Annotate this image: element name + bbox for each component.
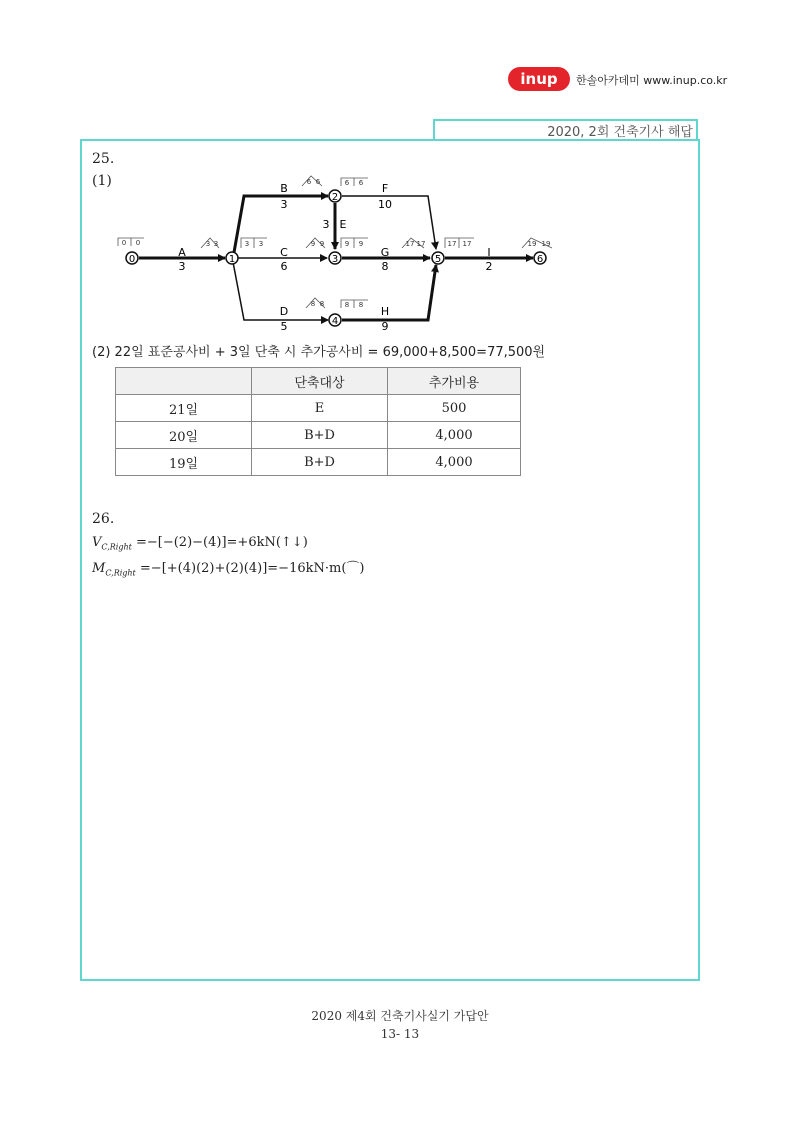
svg-text:5: 5 — [434, 254, 442, 265]
svg-text:8: 8 — [310, 300, 316, 308]
svg-text:6: 6 — [315, 178, 321, 186]
svg-text:8: 8 — [344, 301, 350, 309]
activity-e-name: E — [339, 218, 347, 231]
question-25-number: 25. — [92, 151, 115, 167]
brand-header — [508, 64, 728, 96]
svg-text:17: 17 — [462, 240, 472, 248]
page-number: 13- 13 — [380, 1027, 420, 1041]
activity-d-name: D — [279, 305, 289, 318]
shear-subscript: C,Right — [101, 542, 132, 552]
svg-text:1: 1 — [228, 254, 236, 265]
activity-e-duration: 3 — [322, 218, 330, 231]
table-cell: 19일 — [116, 449, 252, 476]
question-26-number: 26. — [92, 511, 115, 527]
svg-text:3: 3 — [244, 240, 250, 248]
section-title: 2020, 2회 건축기사 해답 — [547, 125, 693, 140]
svg-text:17: 17 — [447, 240, 457, 248]
activity-i-duration: 2 — [485, 260, 493, 273]
table-cell: 4,000 — [388, 449, 521, 476]
inup-logo: inup — [508, 67, 570, 91]
svg-text:6: 6 — [358, 179, 364, 187]
moment-formula — [92, 557, 364, 578]
activity-f-duration: 10 — [378, 198, 392, 211]
node-2 — [329, 190, 341, 203]
svg-text:17: 17 — [405, 240, 415, 248]
svg-text:8: 8 — [358, 301, 364, 309]
svg-text:6: 6 — [536, 254, 544, 265]
footer-title: 2020 제4회 건축기사실기 가답안 — [311, 1009, 489, 1023]
table-cell: B+D — [252, 422, 388, 449]
node-4 — [329, 314, 341, 327]
activity-g-name: G — [380, 246, 390, 259]
node-6 — [534, 252, 546, 265]
svg-text:2: 2 — [331, 192, 339, 203]
network-diagram — [112, 172, 562, 337]
table-cell: E — [252, 395, 388, 422]
svg-text:3: 3 — [213, 240, 219, 248]
svg-text:6: 6 — [344, 179, 350, 187]
activity-h-duration: 9 — [381, 320, 389, 333]
table-row — [116, 395, 521, 422]
table-row — [116, 449, 521, 476]
svg-text:0: 0 — [128, 254, 136, 265]
question-25-part2-text: (2) 22일 표준공사비 + 3일 단축 시 추가공사비 = 69,000+8,500=77,500원 — [92, 345, 546, 360]
svg-text:9: 9 — [358, 240, 364, 248]
svg-text:19: 19 — [541, 240, 551, 248]
table-header-cell: 단축대상 — [252, 368, 388, 395]
svg-text:4: 4 — [331, 316, 339, 327]
shear-formula — [92, 535, 308, 552]
svg-text:8: 8 — [319, 300, 325, 308]
table-row — [116, 422, 521, 449]
activity-f-name: F — [381, 182, 389, 195]
node-3 — [329, 252, 341, 265]
svg-text:9: 9 — [344, 240, 350, 248]
activity-g-duration: 8 — [381, 260, 389, 273]
activity-a-duration: 3 — [178, 260, 186, 273]
svg-text:0: 0 — [135, 239, 141, 247]
table-cell: 4,000 — [388, 422, 521, 449]
activity-a-name: A — [178, 246, 186, 259]
table-cell: 21일 — [116, 395, 252, 422]
shear-symbol: V — [92, 535, 102, 550]
table-header-cell: 추가비용 — [388, 368, 521, 395]
node-5 — [432, 252, 444, 265]
moment-expression: =−[+(4)(2)+(2)(4)]=−16kN·m(⌒) — [139, 561, 365, 576]
node-0 — [126, 252, 138, 265]
svg-text:9: 9 — [319, 240, 325, 248]
svg-text:3: 3 — [205, 240, 211, 248]
moment-symbol: M — [92, 561, 106, 576]
table-header-cell — [116, 368, 252, 395]
question-25-part1-label: (1) — [92, 173, 112, 189]
table-cell: 20일 — [116, 422, 252, 449]
svg-text:0: 0 — [121, 239, 127, 247]
shear-expression: =−[−(2)−(4)]=+6kN(↑↓) — [135, 535, 308, 550]
activity-h-name: H — [380, 305, 390, 318]
activity-b-duration: 3 — [280, 198, 288, 211]
svg-text:9: 9 — [310, 240, 316, 248]
svg-text:19: 19 — [527, 240, 537, 248]
activity-c-name: C — [280, 246, 288, 259]
shortening-table — [115, 367, 521, 476]
table-cell: B+D — [252, 449, 388, 476]
activity-i-name: I — [487, 246, 491, 259]
activity-c-duration: 6 — [280, 260, 288, 273]
svg-text:6: 6 — [306, 178, 312, 186]
svg-text:3: 3 — [331, 254, 339, 265]
svg-text:3: 3 — [258, 240, 264, 248]
moment-subscript: C,Right — [105, 568, 136, 578]
svg-text:17: 17 — [416, 240, 426, 248]
table-header-row — [116, 368, 521, 395]
node-1 — [226, 252, 238, 265]
table-cell: 500 — [388, 395, 521, 422]
activity-d-duration: 5 — [280, 320, 288, 333]
brand-text: 한솔아카데미 www.inup.co.kr — [576, 74, 728, 87]
activity-b-name: B — [280, 182, 288, 195]
